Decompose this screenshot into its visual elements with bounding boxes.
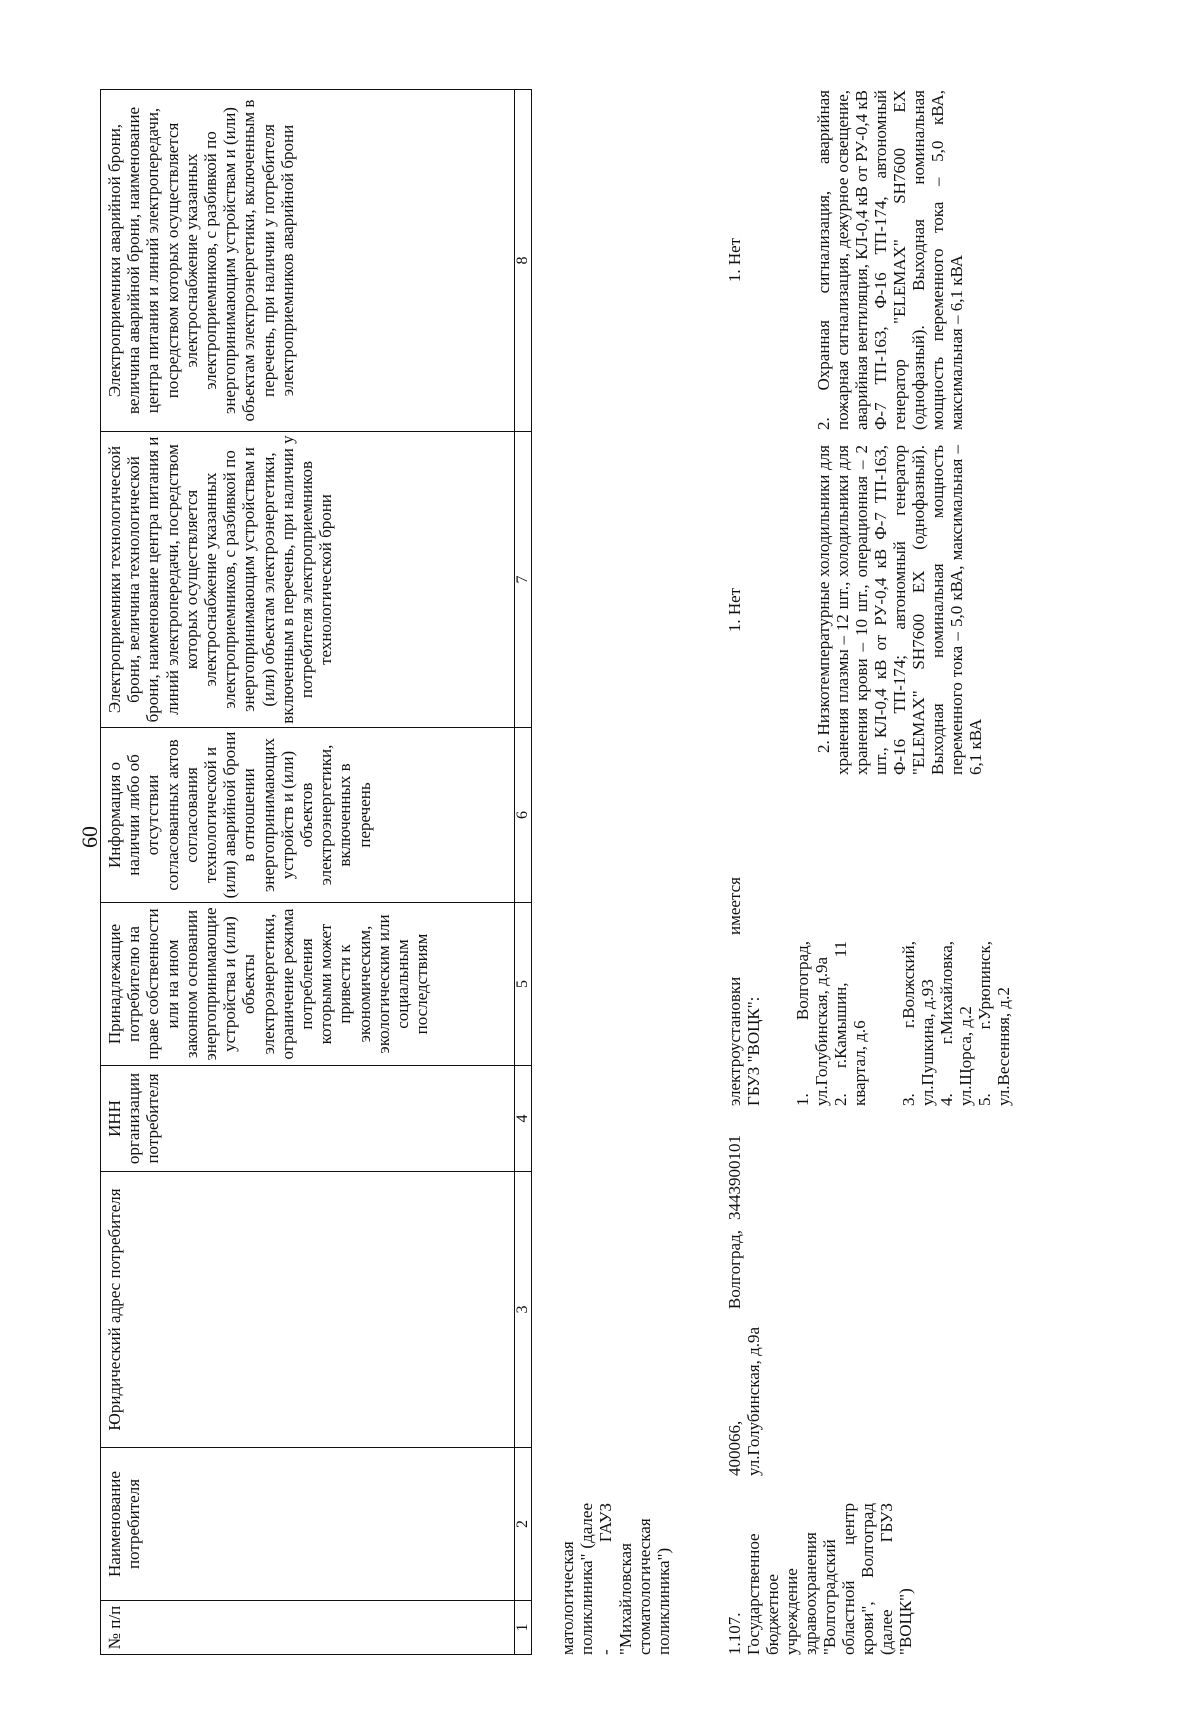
consumer-name: 1.107. Государственное бюджетное учреждение здравоохранения "Волгоградский областной центр крови", Волгоград (далее ГБУЗ "ВОЦК") xyxy=(725,1503,916,1655)
column-number: 6 xyxy=(515,728,532,903)
continued-consumer-name: матологическая поликлиника" (далее - ГАУЗ "Михайловская стоматологическая поликлиника") xyxy=(558,1503,674,1655)
legal-address: 400066, Волгоград, ул.Голубинская, д.9а xyxy=(725,1230,764,1476)
table-row xyxy=(725,90,1095,1655)
column-number: 2 xyxy=(515,1448,532,1601)
device-address: 1. Волгоград, ул.Голубинская, д.9а xyxy=(793,941,832,1106)
tech-reserve-item-1: 1. Нет xyxy=(725,587,744,633)
header-row xyxy=(101,90,515,1655)
header-emergency-reserve: Электроприемники аварийной брони, величина аварийной брони, наименование центра питания и линий электропередачи, посредством которых осуществляется электроснабжение указанных электроприемников, с разбивкой по энергопринимающим устройствам и (или) объектам электроэнергетики, включенным в перечень, при наличии у потребителя электроприемников аварийной брони xyxy=(101,90,515,432)
column-number: 7 xyxy=(515,432,532,728)
devices-title: электроустановки ГБУЗ "ВОЦК": xyxy=(725,976,764,1106)
header-devices: Принадлежащие потребителю на праве собственности или на ином законном основании энергопринимающие устройства и (или) объекты электроэнергетики, ограничение режима потребления которыми может привести к экономическим, экологическим или социальным последствиям xyxy=(101,903,515,1066)
column-number: 1 xyxy=(515,1601,532,1655)
header-table xyxy=(100,89,532,1655)
header-inn: ИНН организации потребителя xyxy=(101,1066,515,1172)
column-number: 8 xyxy=(515,90,532,432)
column-number-row xyxy=(515,90,532,1655)
page-number: 60 xyxy=(77,826,102,848)
header-legal-address: Юридический адрес потребителя xyxy=(101,1172,515,1448)
device-address: 2. г.Камышин, 11 квартал, д.6 xyxy=(831,941,870,1106)
technological-reserve xyxy=(725,445,985,775)
header-agreement-info: Информация о наличии либо об отсутствии согласованных актов согласования технологической и (или) аварийной брони в отношении энергопринимающих устройств и (или) объектов электроэнергетики, включенных в перечень xyxy=(101,728,515,903)
agreement-info: имеется xyxy=(725,877,744,935)
column-number: 3 xyxy=(515,1172,532,1448)
emergency-reserve xyxy=(725,90,966,430)
header-consumer-name: Наименование потребителя xyxy=(101,1448,515,1601)
device-address: 5. г.Урюпинск, ул.Весенняя, д.2 xyxy=(975,941,1014,1106)
column-number: 5 xyxy=(515,903,532,1066)
emergency-reserve-item-2: 2. Охранная сигнализация, аварийная пожарная сигнализация, дежурное освещение, аварийная вентиляция, КЛ-0,4 кВ от РУ-0,4 кВ Ф-7 ТП-163, Ф-16 ТП-174, автономный генератор "ELEMAX" SH7600 EX (однофазный). Выходная номинальная мощность переменного тока – 5,0 кВА, максимальная – 6,1 кВА xyxy=(814,90,967,430)
rotated-document-page xyxy=(100,50,1100,1665)
column-number: 4 xyxy=(515,1066,532,1172)
inn-value: 3443900101 xyxy=(725,1135,744,1220)
device-address: 3. г.Волжский, ул.Пушкина, д.93 xyxy=(899,941,938,1106)
device-address: 4. г.Михайловка, ул.Щорса, д.2 xyxy=(937,941,976,1106)
devices-list xyxy=(725,941,1013,1106)
header-number: № п/п xyxy=(101,1601,515,1655)
tech-reserve-item-2: 2. Низкотемпературные холодильники для хранения плазмы – 12 шт., холодильники для хранения крови – 10 шт., операционная – 2 шт., КЛ-0,4 кВ от РУ-0,4 кВ Ф-7 ТП-163, Ф-16 ТП-174; автономный генератор "ELEMAX" SH7600 EX (однофазный). Выходная номинальная мощность переменного тока – 5,0 кВА, максимальная – 6,1 кВА xyxy=(814,445,986,775)
emergency-reserve-item-1: 1. Нет xyxy=(725,237,744,283)
header-technological-reserve: Электроприемники технологической брони, величина технологической брони, наименование центра питания и линий электропередачи, посредством которых осуществляется электроснабжение указанных электроприемников, с разбивкой по энергопринимающим устройствам и (или) объектам электроэнергетики, включенным в перечень, при наличии у потребителя электроприемников технологической брони xyxy=(101,432,515,728)
